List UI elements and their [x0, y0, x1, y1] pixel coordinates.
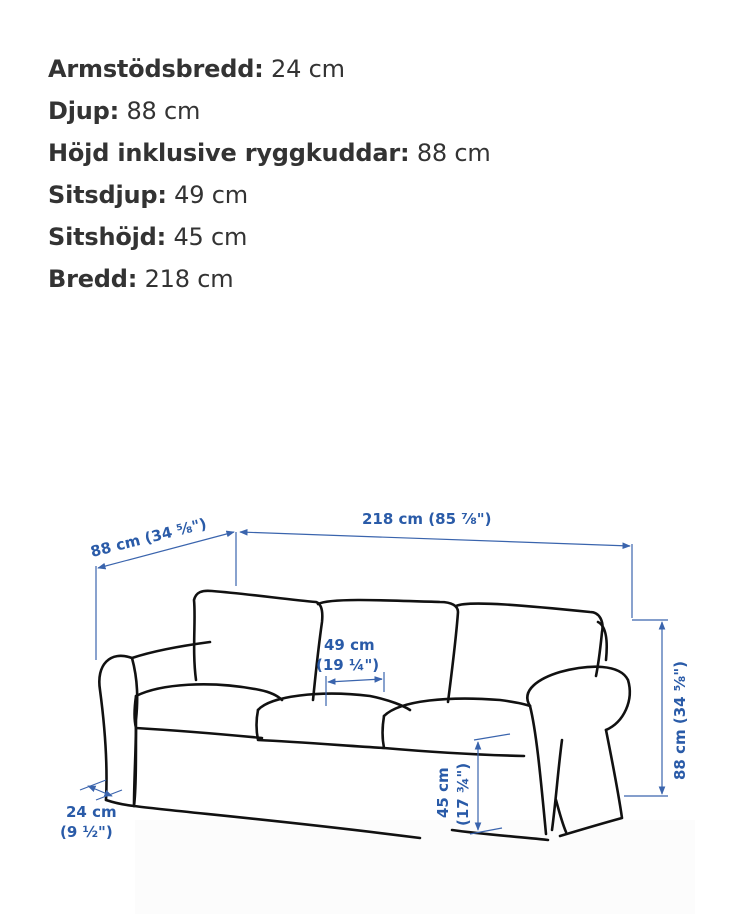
- seat-depth-cm-label: 49 cm: [324, 636, 375, 654]
- spec-label: Djup:: [48, 97, 120, 125]
- product-measurements-list: [48, 48, 491, 300]
- depth-dimension: [89, 515, 236, 660]
- spec-depth: [48, 90, 491, 132]
- seat-height-in-label: (17 ¾"): [454, 762, 472, 826]
- spec-value: 49 cm: [166, 181, 248, 209]
- spec-armrest-width: [48, 48, 491, 90]
- spec-label: Sitshöjd:: [48, 223, 167, 251]
- spec-seat-depth: [48, 174, 491, 216]
- armrest-width-dimension: [60, 780, 122, 841]
- spec-height-incl-back-cushions: [48, 132, 491, 174]
- height-dimension: [624, 620, 689, 796]
- spec-seat-height: [48, 216, 491, 258]
- depth-label: 88 cm (34 ⅝"): [88, 514, 209, 561]
- spec-label: Höjd inklusive ryggkuddar:: [48, 139, 410, 167]
- spec-value: 88 cm: [119, 97, 201, 125]
- spec-label: Sitsdjup:: [48, 181, 167, 209]
- seat-height-cm-label: 45 cm: [434, 767, 452, 818]
- sofa-drawing: [99, 591, 629, 840]
- armrest-width-in-label: (9 ½"): [60, 823, 113, 841]
- spec-value: 218 cm: [137, 265, 234, 293]
- background-panel: [135, 820, 695, 914]
- seat-depth-in-label: (19 ¼"): [316, 656, 380, 674]
- height-label: 88 cm (34 ⅝"): [671, 661, 689, 780]
- sofa-dimension-diagram: [0, 480, 750, 914]
- spec-value: 24 cm: [263, 55, 345, 83]
- width-label: 218 cm (85 ⅞"): [362, 510, 492, 528]
- seat-height-dimension: [434, 734, 510, 834]
- spec-value: 45 cm: [166, 223, 248, 251]
- armrest-width-cm-label: 24 cm: [66, 803, 117, 821]
- spec-width: [48, 258, 491, 300]
- spec-label: Bredd:: [48, 265, 138, 293]
- spec-value: 88 cm: [409, 139, 491, 167]
- spec-label: Armstödsbredd:: [48, 55, 264, 83]
